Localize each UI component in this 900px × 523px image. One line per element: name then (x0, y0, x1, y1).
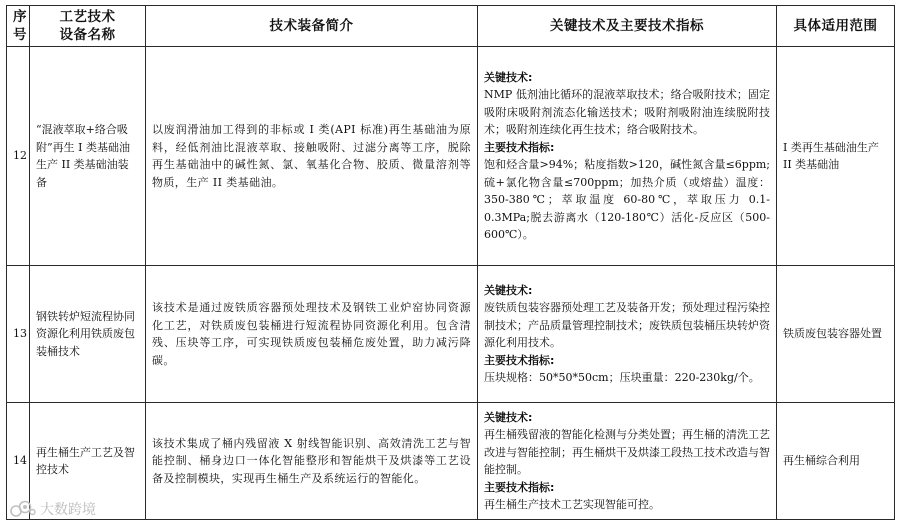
row-name: “混液萃取+络合吸附”再生 I 类基础油生产 II 类基础油装备 (30, 47, 146, 266)
table-row (7, 266, 895, 403)
key-tech-title: 关键技术: (484, 283, 533, 297)
indicator-title: 主要技术指标: (484, 353, 555, 367)
key-tech-title: 关键技术: (484, 410, 533, 424)
header-name-line2: 设备名称 (59, 27, 116, 43)
row-name: 再生桶生产工艺及智控技术 (30, 403, 146, 520)
row-key (478, 403, 777, 520)
row-no: 14 (7, 403, 30, 520)
indicator-title: 主要技术指标: (484, 140, 555, 154)
indicator-body: 饱和烃含量>94%；粘度指数>120，碱性氮含量≤6ppm;硫+氯化物含量≤700ppm；加热介质（或熔盐）温度：350-380℃；萃取温度 60-80℃，萃取压力 0.1-0.3MPa;脱去游离水（120-180℃）活化-反应区（500-600℃）。 (484, 158, 770, 241)
camera-lens-icon (10, 500, 36, 518)
row-no: 12 (7, 47, 30, 266)
header-no: 序号 (7, 6, 30, 47)
header-name (30, 6, 146, 47)
key-tech-body: NMP 低剂油比循环的混液萃取技术；络合吸附技术；固定吸附床吸附剂流态化输送技术；吸附剂吸附油连续脱附技术；吸附剂连续化再生技术；络合吸附技术。 (484, 88, 770, 136)
header-scope: 具体适用范围 (777, 6, 895, 47)
indicator-body: 压块规格：50*50*50cm；压块重量：220-230kg/个。 (484, 371, 760, 384)
row-no: 13 (7, 266, 30, 403)
key-tech-body: 废铁质包装容器预处理工艺及装备开发；预处理过程污染控制技术；产品质量管理控制技术；废铁质包装桶压块转炉资源化利用技术。 (484, 301, 770, 349)
row-desc: 以废润滑油加工得到的非标或 I 类(API 标准)再生基础油为原料，经低剂油比混液萃取、接触吸附、过滤分离等工序，脱除再生基础油中的碱性氮、氯、氧基化合物、胶质、微量溶剂等物质，生产 II 类基础油。 (146, 47, 478, 266)
row-scope: 再生桶综合利用 (777, 403, 895, 520)
row-desc: 该技术是通过废铁质容器预处理技术及钢铁工业炉窑协同资源化工艺，对铁质废包装桶进行短流程协同资源化利用。包含清残、压块等工序，可实现铁质废包装桶危废处置，助力减污降碳。 (146, 266, 478, 403)
tech-equipment-table (6, 5, 895, 520)
table-row (7, 403, 895, 520)
header-desc: 技术装备简介 (146, 6, 478, 47)
header-name-line1: 工艺技术 (59, 9, 116, 25)
row-key (478, 47, 777, 266)
indicator-title: 主要技术指标: (484, 480, 555, 494)
key-tech-title: 关键技术: (484, 70, 533, 84)
row-key (478, 266, 777, 403)
row-name: 钢铁转炉短流程协同资源化利用铁质废包装桶技术 (30, 266, 146, 403)
header-key: 关键技术及主要技术指标 (478, 6, 777, 47)
indicator-body: 再生桶生产技术工艺实现智能可控。 (484, 498, 660, 511)
header-row (7, 6, 895, 47)
watermark (10, 499, 96, 519)
row-scope: I 类再生基础油生产 II 类基础油 (777, 47, 895, 266)
row-desc: 该技术集成了桶内残留液 X 射线智能识别、高效清洗工艺与智能控制、桶身边口一体化智能整形和智能烘干及烘漆等工艺设备及控制模块，实现再生桶生产及系统运行的智能化。 (146, 403, 478, 520)
watermark-text: 大数跨境 (40, 502, 96, 518)
table-row (7, 47, 895, 266)
row-scope: 铁质废包装容器处置 (777, 266, 895, 403)
key-tech-body: 再生桶残留液的智能化检测与分类处置；再生桶的清洗工艺改进与智能控制；再生桶烘干及烘漆工段热工技术改造与智能控制。 (484, 428, 770, 476)
